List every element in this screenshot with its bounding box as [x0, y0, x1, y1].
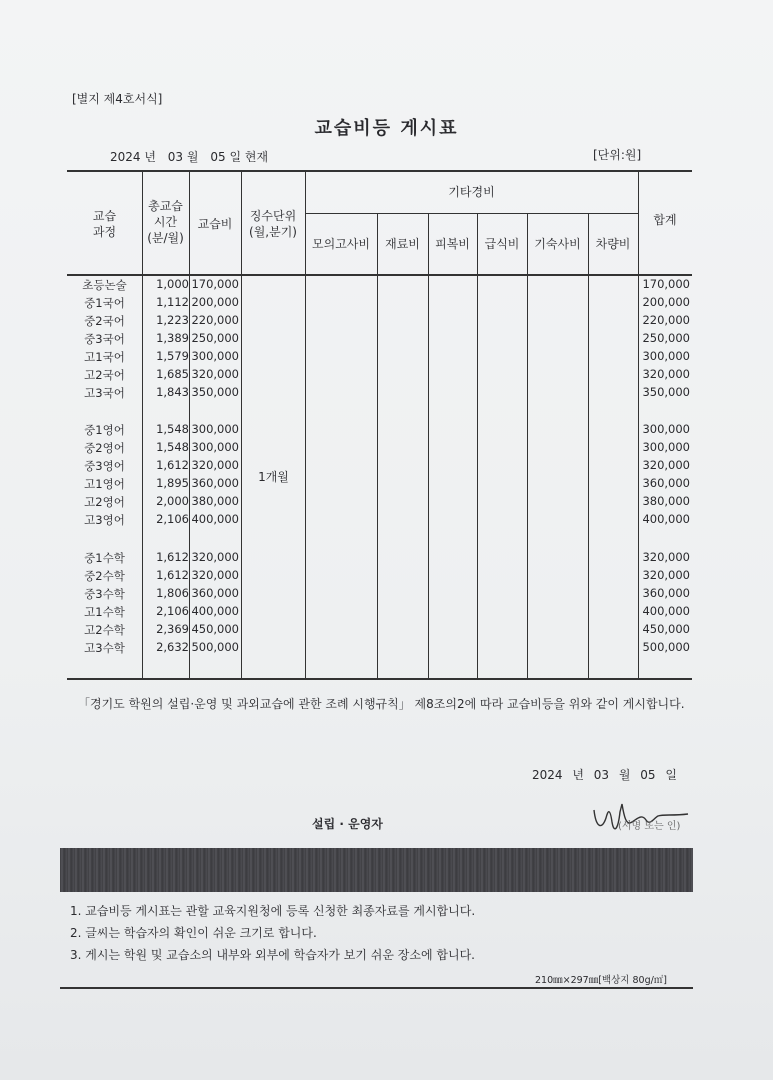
course-name: 중1국어	[84, 296, 125, 310]
date-day: 05	[210, 150, 226, 164]
header-materials: 재료비	[385, 237, 420, 251]
course-name: 중1수학	[84, 551, 125, 565]
header-total-hours: 총교습 시간 (분/월)	[147, 199, 184, 245]
course-name: 초등논술	[82, 278, 127, 292]
fee-cell: 220,000	[191, 313, 239, 327]
hours-cell: 1,548	[156, 440, 189, 454]
total-cell: 450,000	[642, 622, 690, 636]
collection-period: 1개월	[258, 470, 289, 484]
header-mock-exam: 모의고사비	[312, 237, 370, 251]
table-row	[67, 294, 692, 312]
course-name: 고3국어	[84, 386, 125, 400]
fee-cell: 300,000	[191, 440, 239, 454]
header-meals: 급식비	[484, 237, 520, 251]
notes-list	[70, 900, 475, 966]
table-row	[67, 585, 692, 603]
hours-cell: 1,548	[156, 422, 189, 436]
course-name: 고3수학	[84, 641, 125, 655]
date-year-unit: 년	[144, 150, 156, 164]
table-row	[67, 567, 692, 585]
date-year: 2024	[110, 150, 141, 164]
hours-cell: 1,685	[156, 367, 189, 381]
note-item: 2. 글씨는 학습자의 확인이 쉬운 크기로 합니다.	[70, 926, 317, 940]
header-total: 합계	[653, 213, 677, 227]
table-bottom-border	[67, 678, 692, 680]
course-name: 고1수학	[84, 605, 125, 619]
unit-label: [단위:원]	[593, 148, 642, 162]
hours-cell: 1,806	[156, 586, 189, 600]
hours-cell: 1,843	[156, 385, 189, 399]
total-cell: 320,000	[642, 367, 690, 381]
hours-cell: 1,389	[156, 331, 189, 345]
hours-cell: 1,000	[156, 277, 189, 291]
date-month-unit: 월	[186, 150, 199, 164]
table-top-border	[67, 170, 692, 172]
table-row	[67, 549, 692, 567]
fee-cell: 360,000	[191, 476, 239, 490]
form-number: [별지 제4호서식]	[72, 92, 163, 106]
total-cell: 320,000	[642, 458, 690, 472]
course-name: 중1영어	[84, 423, 125, 437]
table-row	[67, 384, 692, 402]
hours-cell: 1,895	[156, 476, 189, 490]
header-course: 교습 과정	[92, 209, 117, 239]
header-other-expenses: 기타경비	[448, 185, 495, 199]
total-cell: 360,000	[642, 586, 690, 600]
note-item: 3. 게시는 학원 및 교습소의 내부와 외부에 학습자가 보기 쉬운 장소에 합니다.	[70, 948, 475, 962]
table-row	[67, 457, 692, 475]
date-month: 03	[167, 150, 184, 164]
legal-notice: 「경기도 학원의 설립·운영 및 과외교습에 관한 조례 시행규칙」 제8조의2에 따라 교습비등을 위와 같이 게시합니다.	[78, 697, 685, 711]
hours-cell: 2,106	[156, 604, 189, 618]
hours-cell: 1,579	[156, 349, 189, 363]
fee-cell: 320,000	[191, 458, 239, 472]
hours-cell: 2,632	[156, 640, 189, 654]
course-name: 고2수학	[84, 623, 125, 637]
hours-cell: 1,612	[156, 568, 189, 582]
total-cell: 380,000	[642, 494, 690, 508]
table-row	[67, 603, 692, 621]
course-name: 중2수학	[84, 569, 125, 583]
total-cell: 300,000	[642, 440, 690, 454]
total-cell: 300,000	[642, 349, 690, 363]
course-name: 중3국어	[84, 332, 125, 346]
course-name: 고2영어	[84, 495, 125, 509]
redacted-band	[60, 848, 693, 892]
total-cell: 360,000	[642, 476, 690, 490]
fee-cell: 300,000	[191, 349, 239, 363]
signature-date: 2024 년 03 월 05 일	[532, 768, 677, 782]
date-day-unit: 일	[229, 150, 242, 164]
table-row	[67, 511, 692, 529]
fee-cell: 300,000	[191, 422, 239, 436]
total-cell: 320,000	[642, 550, 690, 564]
total-cell: 350,000	[642, 385, 690, 399]
tuition-table	[67, 170, 692, 680]
fee-cell: 320,000	[191, 367, 239, 381]
total-cell: 200,000	[642, 295, 690, 309]
bottom-rule	[60, 987, 693, 989]
total-cell: 320,000	[642, 568, 690, 582]
table-row	[67, 312, 692, 330]
header-tuition: 교습비	[197, 217, 233, 231]
course-name: 중3영어	[84, 459, 125, 473]
course-name: 고3영어	[84, 513, 125, 527]
header-collection-unit: 징수단위 (월,분기)	[249, 209, 297, 239]
fee-cell: 250,000	[191, 331, 239, 345]
date-suffix: 현재	[244, 150, 269, 164]
hours-cell: 1,612	[156, 458, 189, 472]
table-row	[67, 639, 692, 657]
document-title: 교습비등 게시표	[314, 118, 459, 139]
fee-cell: 380,000	[191, 494, 239, 508]
total-cell: 220,000	[642, 313, 690, 327]
course-name: 고2국어	[84, 368, 125, 382]
course-name: 고1국어	[84, 350, 125, 364]
reference-date	[110, 148, 268, 165]
hours-cell: 1,112	[156, 295, 189, 309]
hours-cell: 1,612	[156, 550, 189, 564]
total-cell: 400,000	[642, 512, 690, 526]
fee-cell: 170,000	[191, 277, 239, 291]
signature-seal-text: (서명 또는 인)	[618, 821, 681, 832]
fee-cell: 350,000	[191, 385, 239, 399]
table-row	[67, 366, 692, 384]
header-dormitory: 기숙사비	[534, 237, 581, 251]
header-clothing: 피복비	[435, 237, 470, 251]
course-name: 중2국어	[84, 314, 125, 328]
hours-cell: 1,223	[156, 313, 189, 327]
course-name: 중3수학	[84, 587, 125, 601]
table-row	[67, 330, 692, 348]
course-name: 중2영어	[84, 441, 125, 455]
table-row	[67, 621, 692, 639]
table-row	[67, 439, 692, 457]
table-row	[67, 475, 692, 493]
course-name: 고1영어	[84, 477, 125, 491]
header-vehicle: 차량비	[595, 237, 631, 251]
fee-cell: 400,000	[191, 512, 239, 526]
hours-cell: 2,369	[156, 622, 189, 636]
note-item: 1. 교습비등 게시표는 관할 교육지원청에 등록 신청한 최종자료를 게시합니다.	[70, 904, 476, 918]
total-cell: 500,000	[642, 640, 690, 654]
table-row	[67, 493, 692, 511]
total-cell: 170,000	[642, 277, 690, 291]
total-cell: 400,000	[642, 604, 690, 618]
total-cell: 250,000	[642, 331, 690, 345]
fee-cell: 360,000	[191, 586, 239, 600]
fee-cell: 450,000	[191, 622, 239, 636]
hours-cell: 2,000	[156, 494, 189, 508]
paper-spec: 210㎜×297㎜[백상지 80g/㎡]	[535, 975, 668, 986]
fee-cell: 200,000	[191, 295, 239, 309]
hours-cell: 2,106	[156, 512, 189, 526]
founder-label: 설립 · 운영자	[312, 817, 383, 831]
fee-cell: 400,000	[191, 604, 239, 618]
table-row	[67, 276, 692, 294]
fee-cell: 320,000	[191, 568, 239, 582]
table-row	[67, 421, 692, 439]
table-row	[67, 348, 692, 366]
fee-cell: 500,000	[191, 640, 239, 654]
total-cell: 300,000	[642, 422, 690, 436]
fee-cell: 320,000	[191, 550, 239, 564]
